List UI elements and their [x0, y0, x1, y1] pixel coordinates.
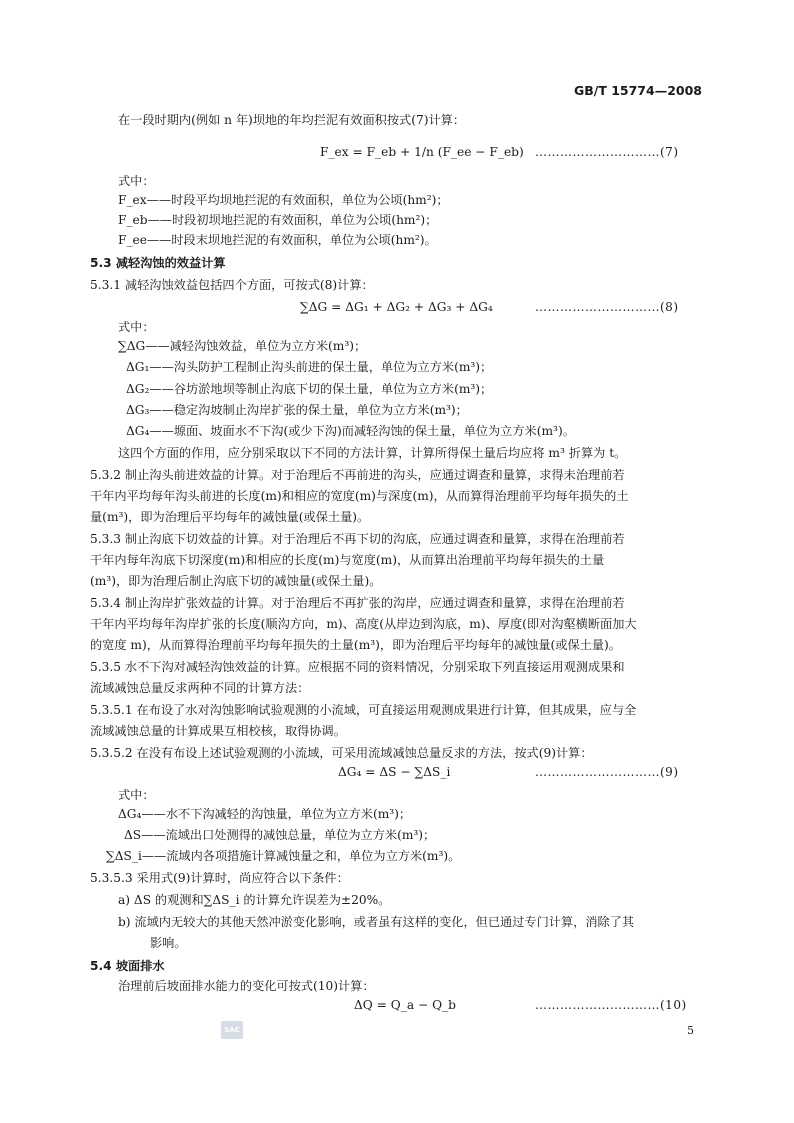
text-line: 5.3.2 制止沟头前进效益的计算。对于治理后不再前进的沟头，应通过调查和量算，求得未治理前若: [90, 468, 625, 482]
text-line: ΔG₁——沟头防护工程制止沟头前进的保土量，单位为立方米(m³)；: [126, 360, 493, 374]
text-line: ΔG₄——水不下沟减轻的沟蚀量，单位为立方米(m³)；: [118, 807, 412, 821]
text-line: ΔS——流域出口处测得的减蚀总量，单位为立方米(m³)；: [124, 828, 436, 842]
text-line: 5.3.3 制止沟底下切效益的计算。对于治理后不再下切的沟底，应通过调查和量算，求得在治理前若: [90, 532, 625, 546]
text-line: 干年内平均每年沟头前进的长度(m)和相应的宽度(m)与深度(m)，从而算得治理前平均每年损失的土: [90, 489, 629, 503]
text-line: 5.3.5 水不下沟对减轻沟蚀效益的计算。应根据不同的资料情况，分别采取下列直接运用观测成果和: [90, 660, 625, 674]
text-line: a) ΔS 的观测和∑ΔS_i 的计算允许误差为±20%。: [118, 893, 391, 907]
equation-number: …………………………(10): [535, 998, 687, 1012]
text-line: 干年内平均每年沟岸扩张的长度(顺沟方向，m)、高度(从岸边到沟底，m)、厚度(即对沟壑横断面加大: [90, 617, 637, 631]
standard-code-header: GB/T 15774—2008: [573, 83, 702, 98]
text-line: 式中：: [118, 320, 155, 334]
text-line: F_eb——时段初坝地拦泥的有效面积，单位为公顷(hm²)；: [118, 213, 438, 227]
text-line: 治理前后坡面排水能力的变化可按式(10)计算：: [118, 979, 375, 993]
formula: F_ex = F_eb + 1/n (F_ee − F_eb): [320, 145, 524, 159]
text-line: 流域减蚀总量反求两种不同的计算方法：: [90, 681, 310, 695]
text-line: 5.3.5.1 在布设了水对沟蚀影响试验观测的小流域，可直接运用观测成果进行计算，但其成果，应与全: [90, 703, 637, 717]
text-line: ΔG₃——稳定沟坡制止沟岸扩张的保土量，单位为立方米(m³)；: [126, 403, 468, 417]
text-line: ΔG₂——谷坊淤地坝等制止沟底下切的保土量，单位为立方米(m³)；: [126, 382, 493, 396]
section-heading: 5.4 坡面排水: [90, 959, 165, 973]
equation-number: …………………………(9): [535, 765, 679, 779]
text-line: F_ee——时段末坝地拦泥的有效面积，单位为公顷(hm²)。: [118, 233, 437, 247]
text-line: 这四个方面的作用，应分别采取以下不同的方法计算，计算所得保土量后均应将 m³ 折算为 t。: [118, 446, 627, 460]
formula: ∑ΔG = ΔG₁ + ΔG₂ + ΔG₃ + ΔG₄: [300, 300, 493, 314]
text-line: 5.3.5.3 采用式(9)计算时，尚应符合以下条件：: [90, 871, 349, 885]
section-heading: 5.3 减轻沟蚀的效益计算: [90, 256, 226, 270]
page-number: 5: [687, 1024, 694, 1037]
text-line: 在一段时期内(例如 n 年)坝地的年均拦泥有效面积按式(7)计算：: [118, 113, 466, 127]
sac-logo: SAC: [221, 1021, 243, 1039]
text-line: 5.3.4 制止沟岸扩张效益的计算。对于治理后不再扩张的沟岸，应通过调查和量算，求得在治理前若: [90, 596, 625, 610]
text-line: 5.3.5.2 在没有布设上述试验观测的小流域，可采用流域减蚀总量反求的方法，按式(9)计算：: [90, 746, 593, 760]
text-line: ∑ΔS_i——流域内各项措施计算减蚀量之和，单位为立方米(m³)。: [106, 849, 461, 863]
text-line: F_ex——时段平均坝地拦泥的有效面积，单位为公顷(hm²)；: [118, 193, 449, 207]
text-line: 干年内每年沟底下切深度(m)和相应的长度(m)与宽度(m)，从而算出治理前平均每年损失的土量: [90, 553, 605, 567]
text-line: b) 流域内无较大的其他天然冲淤变化影响，或者虽有这样的变化，但已通过专门计算，消除了其: [118, 915, 635, 929]
text-line: 5.3.1 减轻沟蚀效益包括四个方面，可按式(8)计算：: [90, 278, 374, 292]
text-line: ∑ΔG——减轻沟蚀效益，单位为立方米(m³)；: [118, 339, 367, 353]
text-line: 量(m³)，即为治理后平均每年的减蚀量(或保土量)。: [90, 510, 370, 524]
text-line: 式中：: [118, 788, 155, 802]
equation-number: …………………………(8): [535, 300, 679, 314]
text-line: (m³)，即为治理后制止沟底下切的减蚀量(或保土量)。: [90, 574, 382, 588]
text-line: 的宽度 m)，从而算得治理前平均每年损失的土量(m³)，即为治理后平均每年的减蚀量(或保土量)。: [90, 638, 621, 652]
text-line: 流域减蚀总量的计算成果互相校核，取得协调。: [90, 724, 346, 738]
text-line: 式中：: [118, 174, 155, 188]
equation-number: …………………………(7): [535, 145, 679, 159]
text-line: 影响。: [150, 936, 187, 950]
formula: ΔG₄ = ΔS − ∑ΔS_i: [338, 765, 451, 779]
formula: ΔQ = Q_a − Q_b: [354, 998, 456, 1012]
text-line: ΔG₄——塬面、坡面水不下沟(或少下沟)而减轻沟蚀的保土量，单位为立方米(m³)。: [126, 424, 575, 438]
